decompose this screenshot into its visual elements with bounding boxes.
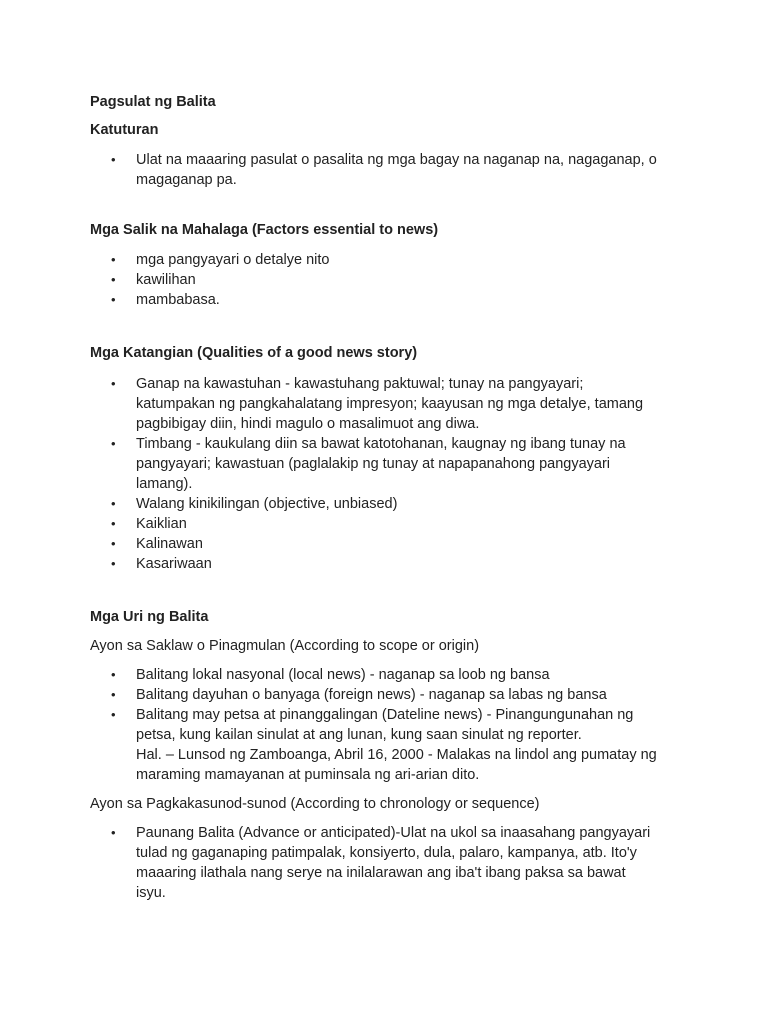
list-item: [90, 434, 690, 494]
katangian-heading: Mga Katangian (Qualities of a good news story): [90, 345, 418, 361]
list-item-line: mambabasa.: [136, 292, 220, 308]
document-page: [90, 92, 690, 903]
document-title: Pagsulat ng Balita: [90, 94, 216, 110]
list-item: [90, 514, 690, 534]
bullet-icon: •: [111, 252, 116, 267]
saklaw-subheading: Ayon sa Saklaw o Pinagmulan (According to scope or origin): [90, 638, 480, 654]
list-item: [90, 494, 690, 514]
list-item-line: isyu.: [136, 885, 166, 901]
list-item-line: maaaring ilathala nang serye na inilalarawan ang iba't ibang paksa sa bawat: [136, 865, 626, 881]
sunod-list: [90, 823, 690, 903]
list-item: [90, 534, 690, 554]
list-item: [90, 150, 690, 190]
list-item-line: Balitang may petsa at pinanggalingan (Dateline news) - Pinangungunahan ng: [136, 707, 634, 723]
katuturan-list: [90, 150, 690, 190]
bullet-icon: •: [111, 707, 116, 722]
list-item-line: Paunang Balita (Advance or anticipated)-Ulat na ukol sa inaasahang pangyayari: [136, 825, 651, 841]
bullet-icon: •: [111, 152, 116, 167]
list-item-line: Balitang dayuhan o banyaga (foreign news) - naganap sa labas ng bansa: [136, 687, 607, 703]
list-item-line: petsa, kung kailan sinulat at ang lunan, kung saan sinulat ng reporter.: [136, 727, 582, 743]
bullet-icon: •: [111, 272, 116, 287]
list-item-line: Timbang - kaukulang diin sa bawat katotohanan, kaugnay ng ibang tunay na: [136, 436, 626, 452]
list-item-line: Kalinawan: [136, 536, 203, 552]
list-item-line: magaganap pa.: [136, 172, 237, 188]
list-item: [90, 250, 690, 270]
list-item-line: pagbibigay diin, hindi magulo o masalimuot ang diwa.: [136, 416, 480, 432]
list-item: [90, 665, 690, 685]
list-item-line: Ganap na kawastuhan - kawastuhang paktuwal; tunay na pangyayari;: [136, 376, 584, 392]
list-item-line: Walang kinikilingan (objective, unbiased): [136, 496, 398, 512]
list-item-line: Balitang lokal nasyonal (local news) - naganap sa loob ng bansa: [136, 667, 550, 683]
list-item-line: katumpakan ng pangkahalatang impresyon; kaayusan ng mga detalye, tamang: [136, 396, 644, 412]
list-item: [90, 823, 690, 903]
bullet-icon: •: [111, 687, 116, 702]
katuturan-heading: Katuturan: [90, 122, 159, 138]
bullet-icon: •: [111, 556, 116, 571]
salik-list: [90, 250, 690, 310]
bullet-icon: •: [111, 496, 116, 511]
bullet-icon: •: [111, 292, 116, 307]
list-item-line: Kasariwaan: [136, 556, 212, 572]
list-item-line: maraming mamayanan at puminsala ng ari-arian dito.: [136, 767, 480, 783]
list-item: [90, 685, 690, 705]
list-item-line: Hal. – Lunsod ng Zamboanga, Abril 16, 2000 - Malakas na lindol ang pumatay ng: [136, 747, 657, 763]
uri-heading: Mga Uri ng Balita: [90, 609, 209, 625]
bullet-icon: •: [111, 436, 116, 451]
list-item-line: Ulat na maaaring pasulat o pasalita ng mga bagay na naganap na, nagaganap, o: [136, 152, 657, 168]
bullet-icon: •: [111, 376, 116, 391]
list-item-line: kawilihan: [136, 272, 196, 288]
list-item: [90, 290, 690, 310]
bullet-icon: •: [111, 516, 116, 531]
list-item: [90, 270, 690, 290]
list-item-line: lamang).: [136, 476, 193, 492]
list-item-line: mga pangyayari o detalye nito: [136, 252, 330, 268]
list-item-line: Kaiklian: [136, 516, 187, 532]
sunod-subheading: Ayon sa Pagkakasunod-sunod (According to chronology or sequence): [90, 796, 540, 812]
list-item-line: tulad ng gaganaping patimpalak, konsiyerto, dula, palaro, kampanya, atb. Ito'y: [136, 845, 637, 861]
bullet-icon: •: [111, 825, 116, 840]
list-item-line: pangyayari; kawastuan (paglalakip ng tunay at napapanahong pangyayari: [136, 456, 611, 472]
list-item: [90, 705, 690, 785]
bullet-icon: •: [111, 536, 116, 551]
katangian-list: [90, 374, 690, 574]
list-item: [90, 554, 690, 574]
saklaw-list: [90, 665, 690, 785]
salik-heading: Mga Salik na Mahalaga (Factors essential to news): [90, 222, 439, 238]
list-item: [90, 374, 690, 434]
bullet-icon: •: [111, 667, 116, 682]
